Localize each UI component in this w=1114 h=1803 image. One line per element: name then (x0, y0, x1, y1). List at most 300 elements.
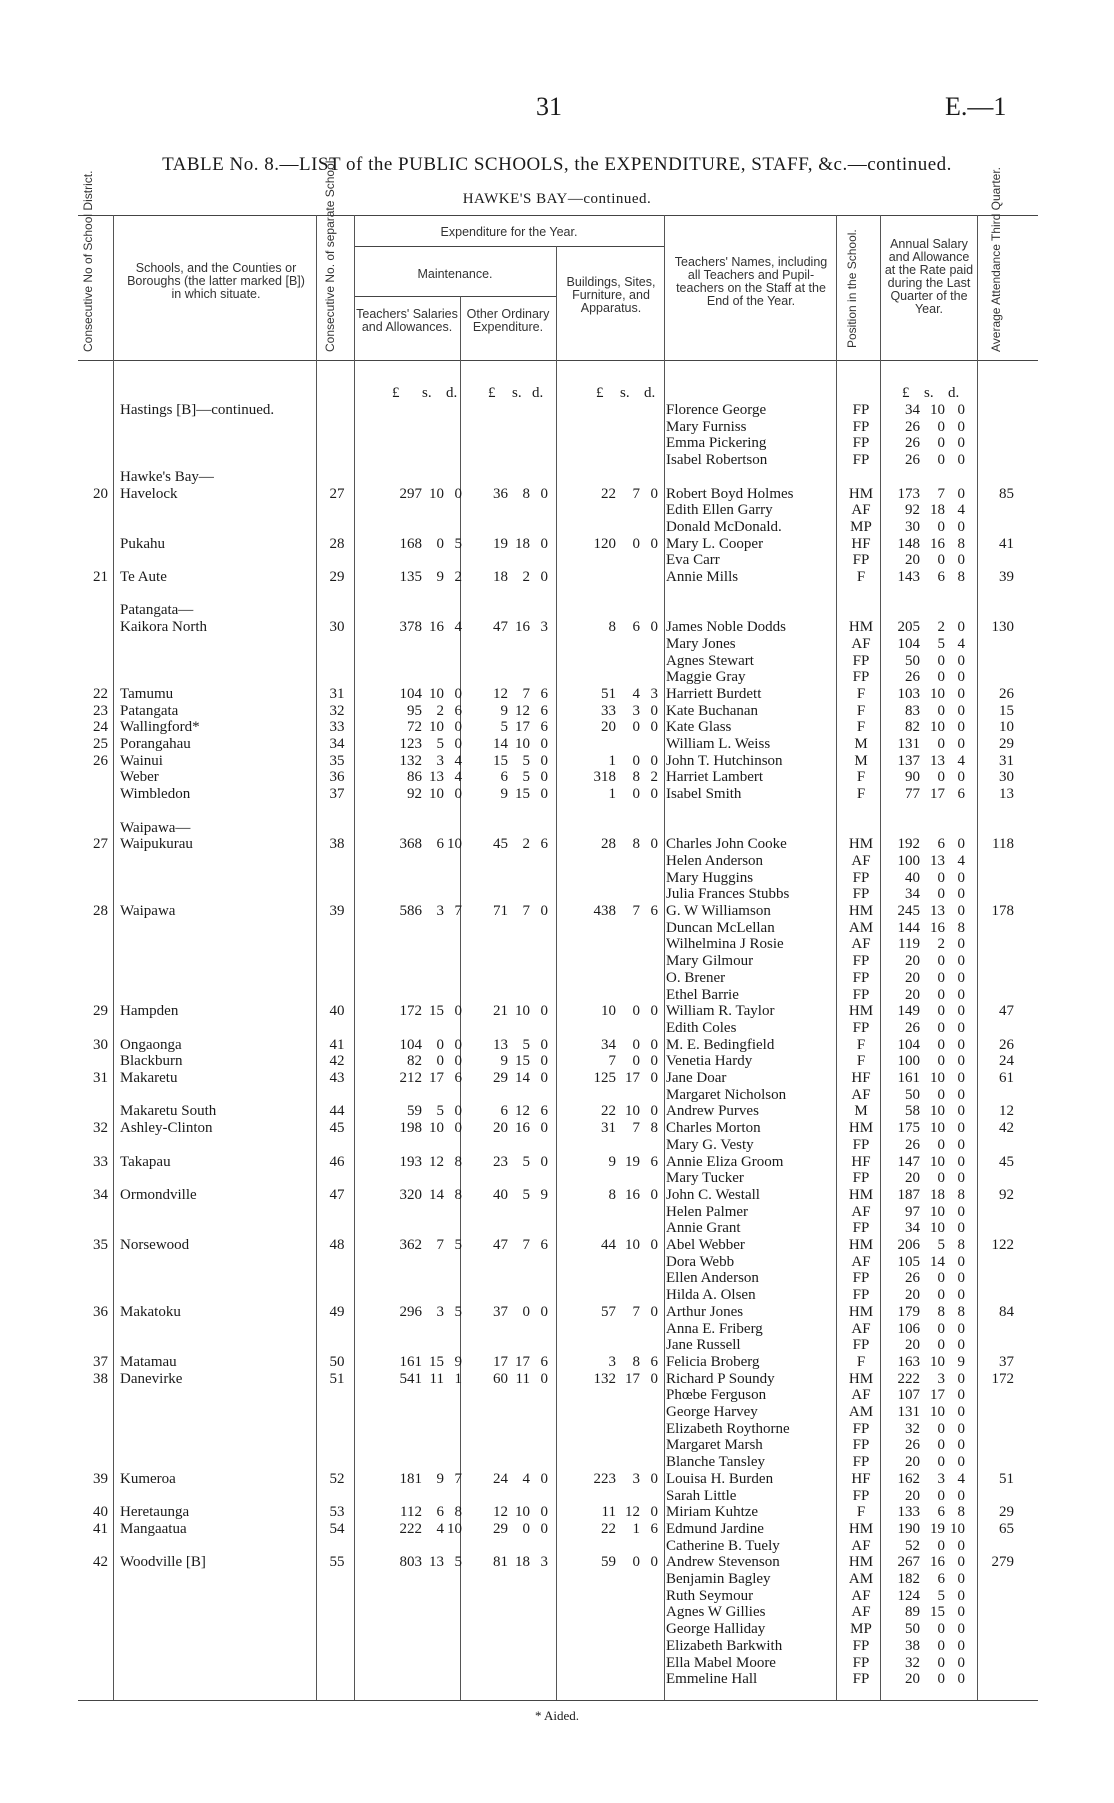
district-number: 29 (93, 1003, 108, 1020)
teacher-name: Annie Mills (666, 569, 739, 585)
teacher-position: HM (848, 1554, 874, 1571)
average-attendance: 26 (999, 685, 1014, 702)
other-shillings: 14 (515, 1070, 530, 1086)
school-name: Makaretu South (120, 1103, 217, 1120)
salary-pounds: 173 (897, 485, 920, 502)
table-row (0, 586, 1114, 603)
salary-pence: 0 (957, 1103, 965, 1120)
teacher-position: AF (851, 1086, 871, 1103)
buildings-pence: 0 (650, 619, 658, 636)
district-number: 39 (93, 1470, 108, 1487)
salaries-pence: 5 (454, 1554, 462, 1571)
salary-pence: 8 (957, 569, 965, 585)
school-name: Havelock (120, 485, 178, 502)
salary-shillings: 0 (937, 1671, 945, 1688)
salaries-shillings: 7 (436, 1237, 444, 1253)
teacher-position: F (856, 786, 866, 803)
salary-pence: 0 (957, 936, 965, 953)
school-name: Wainui (120, 752, 163, 769)
buildings-pence: 0 (650, 1186, 658, 1203)
teacher-name: Andrew Purves (666, 1103, 759, 1120)
salary-shillings: 0 (937, 1287, 945, 1304)
buildings-shillings: 0 (632, 1053, 640, 1070)
salary-pence: 8 (957, 1237, 965, 1253)
teacher-position: FP (852, 1136, 870, 1153)
teacher-name: Charles Morton (666, 1120, 761, 1137)
salaries-pounds: 59 (407, 1103, 422, 1120)
district-number: 32 (93, 1120, 108, 1137)
school-name: Porangahau (120, 736, 191, 752)
teacher-position: AF (851, 1203, 871, 1220)
teacher-name: Isabel Robertson (666, 452, 768, 469)
salaries-shillings: 12 (429, 1153, 444, 1170)
buildings-shillings: 8 (632, 1353, 640, 1370)
salaries-pounds: 123 (399, 736, 422, 752)
other-pounds: 47 (493, 1237, 508, 1253)
salary-pence: 0 (957, 1170, 965, 1187)
salaries-shillings: 11 (429, 1370, 444, 1387)
table-row (0, 736, 1114, 753)
teacher-position: FP (852, 402, 870, 418)
teacher-position: HF (851, 1153, 871, 1170)
salary-shillings: 0 (937, 669, 945, 686)
teacher-name: Catherine B. Tuely (666, 1537, 780, 1554)
other-shillings: 11 (515, 1370, 530, 1387)
salaries-pence: 5 (454, 1303, 462, 1320)
salary-shillings: 0 (937, 1454, 945, 1471)
buildings-pence: 0 (650, 1036, 658, 1053)
salary-pounds: 52 (905, 1537, 920, 1554)
salary-pounds: 83 (905, 702, 920, 719)
table-row (0, 419, 1114, 436)
salary-pence: 0 (957, 836, 965, 853)
buildings-pence: 6 (650, 903, 658, 919)
school-number: 50 (329, 1353, 345, 1370)
salary-pence: 0 (957, 1270, 965, 1287)
table-row (0, 1504, 1114, 1521)
district-number: 42 (93, 1554, 108, 1571)
salaries-pence: 6 (454, 1070, 462, 1086)
table-row (0, 619, 1114, 636)
other-pounds: 19 (493, 535, 508, 552)
salaries-shillings: 5 (436, 1103, 444, 1120)
teacher-name: G. W Williamson (666, 903, 771, 919)
salaries-pence: 10 (447, 1520, 462, 1537)
other-shillings: 7 (522, 1237, 530, 1253)
table-row (0, 552, 1114, 569)
school-name: Hastings [B]—continued. (120, 402, 275, 418)
table-row (0, 1337, 1114, 1354)
salary-shillings: 10 (930, 402, 945, 418)
average-attendance: 29 (999, 1504, 1014, 1521)
salary-shillings: 0 (937, 969, 945, 986)
salaries-shillings: 0 (436, 1053, 444, 1070)
teacher-name: Helen Palmer (666, 1203, 749, 1220)
salaries-shillings: 16 (429, 619, 444, 636)
salary-pence: 8 (957, 919, 965, 936)
other-pence: 6 (540, 836, 548, 853)
salaries-shillings: 14 (429, 1186, 444, 1203)
average-attendance: 31 (999, 752, 1014, 769)
salaries-pence: 4 (454, 619, 462, 636)
salary-pence: 0 (957, 1287, 965, 1304)
teacher-name: Emma Pickering (666, 435, 767, 452)
buildings-pounds: 125 (593, 1070, 616, 1086)
school-name: Makaretu (120, 1070, 178, 1086)
salaries-pounds: 82 (407, 1053, 422, 1070)
salary-pounds: 50 (905, 652, 920, 669)
currency-pound-label: £ (596, 385, 604, 401)
buildings-shillings: 16 (625, 1186, 640, 1203)
salaries-pounds: 193 (399, 1153, 422, 1170)
other-pounds: 81 (493, 1554, 508, 1571)
average-attendance: 172 (991, 1370, 1014, 1387)
salary-shillings: 8 (937, 1303, 945, 1320)
salaries-shillings: 5 (436, 736, 444, 752)
currency-pence-label: d. (948, 385, 960, 401)
other-shillings: 10 (515, 736, 530, 752)
salary-pounds: 162 (897, 1470, 920, 1487)
teacher-position: FP (852, 1270, 870, 1287)
other-pence: 6 (540, 719, 548, 736)
salaries-pounds: 297 (399, 485, 422, 502)
other-pence: 3 (540, 1554, 548, 1571)
salary-pounds: 20 (905, 552, 920, 569)
other-pence: 0 (540, 1470, 548, 1487)
teacher-name: Hilda A. Olsen (666, 1287, 756, 1304)
buildings-pounds: 33 (601, 702, 616, 719)
buildings-shillings: 0 (632, 752, 640, 769)
teacher-name: Harriett Burdett (666, 685, 762, 702)
buildings-pence: 0 (650, 1554, 658, 1571)
currency-pound-label: £ (488, 385, 496, 401)
buildings-pounds: 28 (601, 836, 616, 853)
header-buildings: Buildings, Sites, Furniture, and Apparatus. (566, 275, 656, 315)
buildings-pounds: 22 (601, 485, 616, 502)
teacher-name: Ellen Anderson (666, 1270, 759, 1287)
salary-pounds: 32 (905, 1654, 920, 1671)
teacher-position: MP (850, 518, 872, 535)
teacher-name: Jane Russell (666, 1337, 741, 1354)
buildings-pence: 8 (650, 1120, 658, 1137)
school-number: 38 (329, 836, 345, 853)
buildings-pence: 0 (650, 535, 658, 552)
teacher-name: Sarah Little (666, 1487, 737, 1504)
school-name: Pukahu (120, 535, 165, 552)
table-row (0, 1554, 1114, 1571)
teacher-position: FP (852, 1454, 870, 1471)
salary-shillings: 16 (930, 1554, 945, 1571)
school-number: 48 (329, 1237, 345, 1253)
teacher-position: HM (848, 1303, 874, 1320)
table-row (0, 920, 1114, 937)
table-row (0, 1037, 1114, 1054)
teacher-name: Ella Mabel Moore (666, 1654, 776, 1671)
salary-shillings: 3 (937, 1370, 945, 1387)
average-attendance: 279 (991, 1554, 1014, 1571)
salary-pounds: 20 (905, 1487, 920, 1504)
table-row (0, 1538, 1114, 1555)
salary-pence: 0 (957, 903, 965, 919)
average-attendance: 61 (999, 1070, 1014, 1086)
salary-pounds: 124 (897, 1587, 920, 1604)
salary-pence: 0 (957, 518, 965, 535)
salary-pence: 0 (957, 1070, 965, 1086)
salaries-pounds: 378 (399, 619, 422, 636)
buildings-shillings: 6 (632, 619, 640, 636)
salary-pounds: 143 (897, 569, 920, 585)
average-attendance: 45 (999, 1153, 1014, 1170)
average-attendance: 30 (999, 769, 1014, 786)
teacher-position: F (856, 719, 866, 736)
salary-pence: 0 (957, 719, 965, 736)
currency-pound-label: £ (392, 385, 400, 401)
teacher-position: HM (848, 619, 874, 636)
salaries-pence: 0 (454, 685, 462, 702)
salaries-shillings: 13 (429, 769, 444, 786)
buildings-pence: 0 (650, 1103, 658, 1120)
teacher-position: AF (851, 1537, 871, 1554)
buildings-shillings: 7 (632, 485, 640, 502)
table-row (0, 970, 1114, 987)
other-pence: 9 (540, 1186, 548, 1203)
teacher-name: Agnes W Gillies (666, 1604, 766, 1621)
salary-pence: 8 (957, 1504, 965, 1521)
teacher-position: AM (848, 1571, 874, 1587)
salary-pence: 0 (957, 953, 965, 970)
salary-pounds: 187 (897, 1186, 920, 1203)
salary-pounds: 267 (897, 1554, 920, 1571)
school-number: 28 (329, 535, 345, 552)
buildings-pounds: 8 (608, 619, 616, 636)
buildings-shillings: 7 (632, 1120, 640, 1137)
header-top-rule (78, 215, 1038, 216)
teacher-position: FP (852, 1019, 870, 1036)
buildings-pence: 6 (650, 1353, 658, 1370)
salaries-shillings: 17 (429, 1070, 444, 1086)
buildings-pounds: 20 (601, 719, 616, 736)
other-shillings: 5 (522, 1036, 530, 1053)
table-row (0, 1454, 1114, 1471)
other-shillings: 10 (515, 1504, 530, 1521)
other-shillings: 5 (522, 752, 530, 769)
district-number: 27 (93, 836, 108, 853)
average-attendance: 12 (999, 1103, 1014, 1120)
teacher-position: HF (851, 1070, 871, 1086)
teacher-name: Maggie Gray (666, 669, 746, 686)
teacher-position: FP (852, 652, 870, 669)
salaries-pounds: 172 (399, 1003, 422, 1020)
other-pence: 0 (540, 1370, 548, 1387)
salary-shillings: 10 (930, 1153, 945, 1170)
table-row (0, 1237, 1114, 1254)
average-attendance: 47 (999, 1003, 1014, 1020)
salary-shillings: 0 (937, 986, 945, 1003)
salary-pence: 0 (957, 1370, 965, 1387)
average-attendance: 29 (999, 736, 1014, 752)
salaries-pence: 0 (454, 1036, 462, 1053)
other-shillings: 7 (522, 685, 530, 702)
salary-pence: 4 (957, 852, 965, 869)
school-number: 39 (329, 903, 345, 919)
teacher-position: HF (851, 535, 871, 552)
teacher-name: Margaret Marsh (666, 1437, 763, 1454)
other-shillings: 4 (522, 1470, 530, 1487)
salary-pence: 0 (957, 769, 965, 786)
teacher-position: FP (852, 552, 870, 569)
salary-shillings: 0 (937, 1637, 945, 1654)
salary-pounds: 30 (905, 518, 920, 535)
other-pounds: 45 (493, 836, 508, 853)
salary-pounds: 97 (905, 1203, 920, 1220)
teacher-position: HM (848, 1186, 874, 1203)
school-name: Kumeroa (120, 1470, 176, 1487)
salary-pence: 0 (957, 1003, 965, 1020)
buildings-pounds: 22 (601, 1520, 616, 1537)
salary-pounds: 205 (897, 619, 920, 636)
header-teachers-salaries: Teachers' Salaries and Allowances. (356, 307, 458, 334)
buildings-shillings: 8 (632, 836, 640, 853)
other-shillings: 0 (522, 1520, 530, 1537)
buildings-shillings: 8 (632, 769, 640, 786)
salary-pence: 0 (957, 1120, 965, 1137)
other-pence: 0 (540, 752, 548, 769)
buildings-pence: 0 (650, 702, 658, 719)
salary-pounds: 100 (897, 1053, 920, 1070)
table-row (0, 1521, 1114, 1538)
salaries-pence: 5 (454, 1237, 462, 1253)
school-number: 53 (329, 1504, 345, 1521)
salaries-pounds: 72 (407, 719, 422, 736)
salary-pence: 0 (957, 418, 965, 435)
salary-pounds: 119 (898, 936, 920, 953)
average-attendance: 10 (999, 719, 1014, 736)
salary-pence: 0 (957, 1487, 965, 1504)
school-number: 49 (329, 1303, 345, 1320)
school-name: Hawke's Bay— (120, 468, 214, 485)
salaries-pence: 4 (454, 752, 462, 769)
school-number: 35 (329, 752, 345, 769)
teacher-position: FP (852, 452, 870, 469)
salaries-shillings: 10 (429, 1120, 444, 1137)
buildings-pence: 6 (650, 1153, 658, 1170)
average-attendance: 84 (999, 1303, 1014, 1320)
other-pounds: 14 (493, 736, 508, 752)
teacher-position: F (856, 1353, 866, 1370)
table-row (0, 703, 1114, 720)
salary-pounds: 148 (897, 535, 920, 552)
header-other-ordinary: Other Ordinary Expenditure. (466, 307, 550, 334)
buildings-pence: 0 (650, 1070, 658, 1086)
school-name: Ormondville (120, 1186, 197, 1203)
salary-pounds: 104 (897, 635, 920, 652)
teacher-name: Elizabeth Roythorne (666, 1420, 790, 1437)
school-number: 34 (329, 736, 345, 752)
average-attendance: 39 (999, 569, 1014, 585)
header-salary: Annual Salary and Allowance at the Rate paid during the Last Quarter of the Year. (884, 237, 974, 316)
salary-pence: 0 (957, 886, 965, 903)
salary-pence: 0 (957, 619, 965, 636)
salary-shillings: 10 (930, 1404, 945, 1420)
salaries-shillings: 10 (429, 485, 444, 502)
salary-pounds: 77 (905, 786, 920, 803)
salaries-shillings: 0 (436, 535, 444, 552)
school-name: Waipawa (120, 903, 176, 919)
salaries-pence: 0 (454, 736, 462, 752)
buildings-shillings: 3 (632, 1470, 640, 1487)
teacher-name: Jane Doar (666, 1070, 727, 1086)
salary-shillings: 0 (937, 953, 945, 970)
teacher-name: Julia Frances Stubbs (666, 886, 790, 903)
salary-pence: 8 (957, 1303, 965, 1320)
table-title: TABLE No. 8.—LIST of the PUBLIC SCHOOLS, the EXPENDITURE, STAFF, &c.—continued. (162, 154, 952, 175)
teacher-name: Mary Gilmour (666, 953, 754, 970)
teacher-name: Mary Tucker (666, 1170, 744, 1187)
school-number: 47 (329, 1186, 345, 1203)
salary-shillings: 0 (937, 1537, 945, 1554)
teacher-name: John C. Westall (666, 1186, 760, 1203)
salary-pence: 0 (957, 1671, 965, 1688)
buildings-shillings: 0 (632, 1554, 640, 1571)
salary-pounds: 161 (897, 1070, 920, 1086)
table-row (0, 1137, 1114, 1154)
table-row (0, 1671, 1114, 1688)
teacher-name: Mary Huggins (666, 869, 754, 886)
salary-shillings: 15 (930, 1604, 945, 1621)
other-shillings: 17 (515, 1353, 530, 1370)
school-name: Tamumu (120, 685, 174, 702)
buildings-pounds: 318 (593, 769, 616, 786)
salary-pence: 0 (957, 402, 965, 418)
other-shillings: 8 (522, 485, 530, 502)
teacher-position: HM (848, 1120, 874, 1137)
salaries-pounds: 296 (399, 1303, 422, 1320)
buildings-pounds: 57 (601, 1303, 616, 1320)
other-pounds: 6 (500, 769, 508, 786)
salaries-pence: 8 (454, 1153, 462, 1170)
buildings-pence: 0 (650, 1003, 658, 1020)
page-number: 31 (536, 92, 562, 121)
buildings-shillings: 4 (632, 685, 640, 702)
salaries-shillings: 3 (436, 903, 444, 919)
school-name: Blackburn (120, 1053, 183, 1070)
district-number: 21 (93, 569, 108, 585)
other-pence: 6 (540, 685, 548, 702)
table-row (0, 435, 1114, 452)
salary-pounds: 34 (905, 1220, 920, 1237)
school-number: 27 (329, 485, 345, 502)
other-shillings: 16 (515, 1120, 530, 1137)
other-pounds: 47 (493, 619, 508, 636)
other-shillings: 5 (522, 1186, 530, 1203)
salary-pounds: 104 (897, 1036, 920, 1053)
salaries-shillings: 10 (429, 786, 444, 803)
header-schools: Schools, and the Counties or Boroughs (the latter marked [B]) in which situate. (127, 261, 305, 301)
buildings-pence: 0 (650, 1470, 658, 1487)
header-district-no: Consecutive No of School District. (81, 170, 95, 352)
salary-shillings: 0 (937, 1621, 945, 1638)
salary-shillings: 0 (937, 1053, 945, 1070)
salary-pounds: 137 (897, 752, 920, 769)
salary-shillings: 2 (937, 936, 945, 953)
salary-shillings: 10 (930, 685, 945, 702)
teacher-name: Blanche Tansley (666, 1454, 766, 1471)
salary-pounds: 90 (905, 769, 920, 786)
salary-pounds: 26 (905, 435, 920, 452)
table-row (0, 1170, 1114, 1187)
salary-shillings: 0 (937, 736, 945, 752)
teacher-position: AM (848, 1404, 874, 1420)
